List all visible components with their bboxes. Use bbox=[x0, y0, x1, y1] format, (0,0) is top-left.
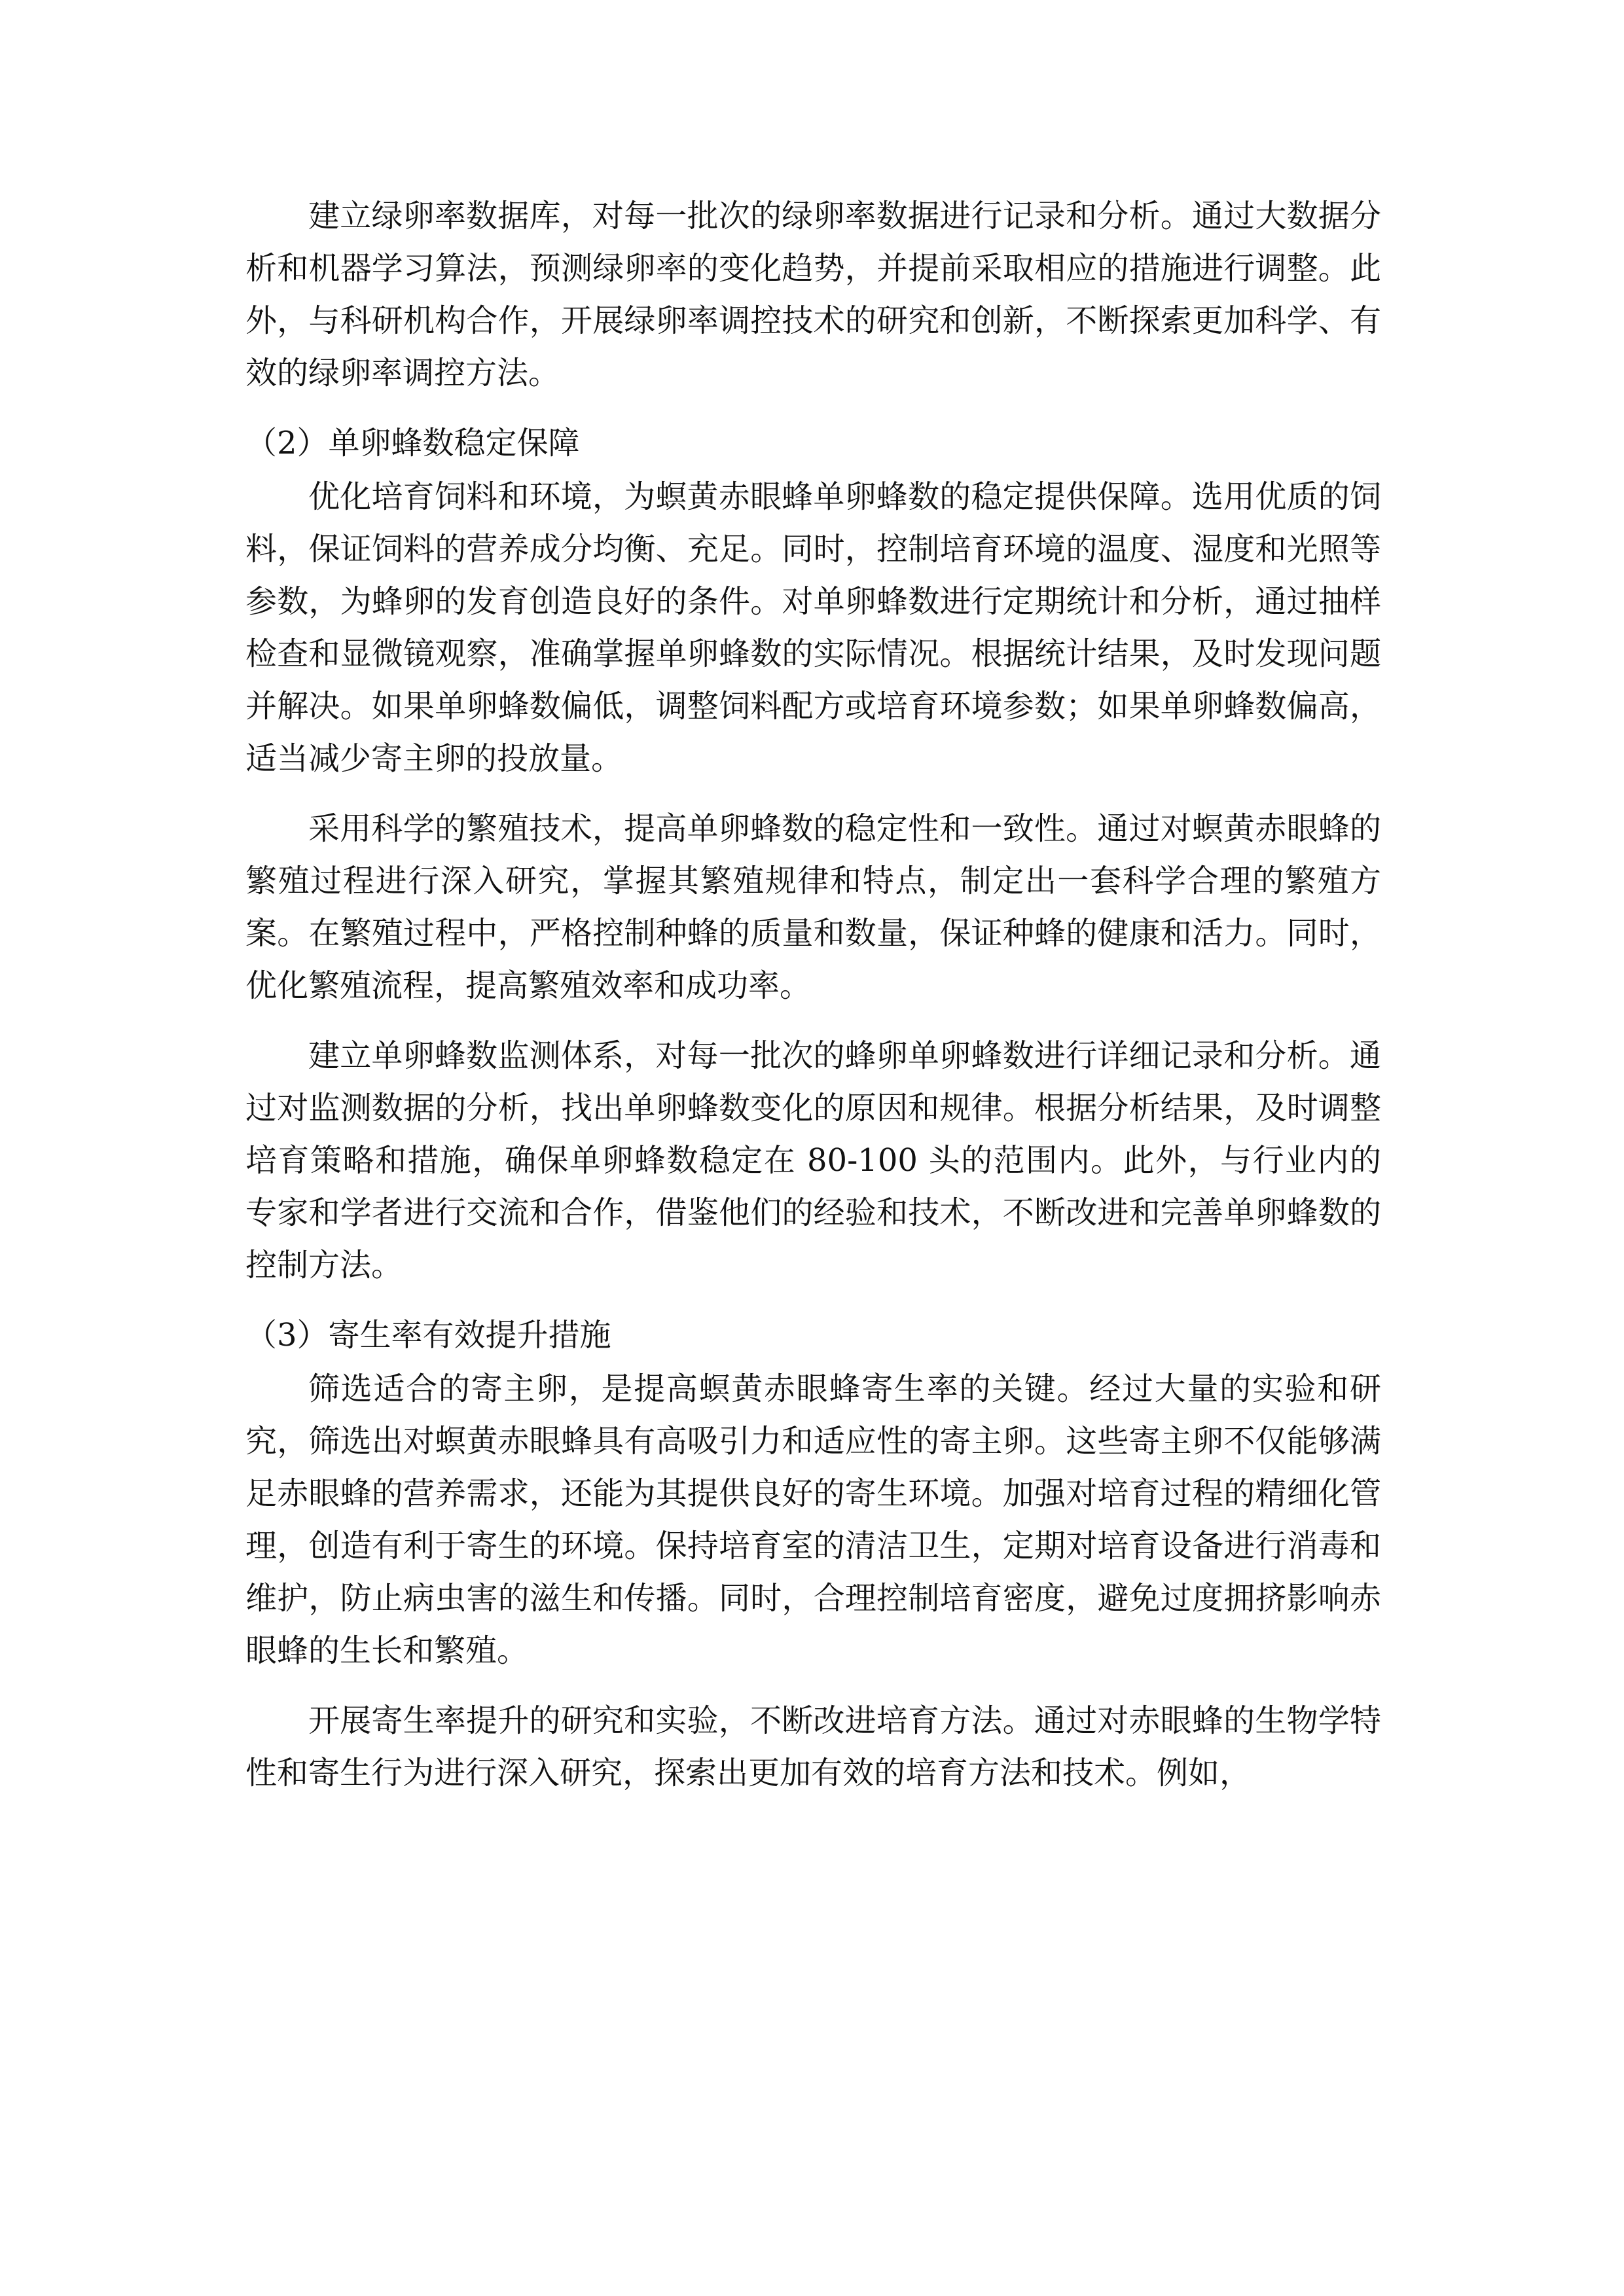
paragraph-breeding-technique: 采用科学的繁殖技术，提高单卵蜂数的稳定性和一致性。通过对螟黄赤眼蜂的繁殖过程进行深入研究，掌握其繁殖规律和特点，制定出一套科学合理的繁殖方案。在繁殖过程中，严格控制种蜂的质量和数量，保证种蜂的健康和活力。同时，优化繁殖流程，提高繁殖效率和成功率。 bbox=[245, 810, 1381, 1004]
paragraph-green-egg-database: 建立绿卵率数据库，对每一批次的绿卵率数据进行记录和分析。通过大数据分析和机器学习算法，预测绿卵率的变化趋势，并提前采取相应的措施进行调整。此外，与科研机构合作，开展绿卵率调控技术的研究和创新，不断探索更加科学、有效的绿卵率调控方法。 bbox=[245, 198, 1381, 391]
paragraph-feed-environment: 优化培育饲料和环境，为螟黄赤眼蜂单卵蜂数的稳定提供保障。选用优质的饲料，保证饲料的营养成分均衡、充足。同时，控制培育环境的温度、湿度和光照等参数，为蜂卵的发育创造良好的条件。对单卵蜂数进行定期统计和分析，通过抽样检查和显微镜观察，准确掌握单卵蜂数的实际情况。根据统计结果，及时发现问题并解决。如果单卵蜂数偏低，调整饲料配方或培育环境参数；如果单卵蜂数偏高，适当减少寄主卵的投放量。 bbox=[245, 478, 1381, 777]
paragraph-parasitism-research: 开展寄生率提升的研究和实验，不断改进培育方法。通过对赤眼蜂的生物学特性和寄生行为进行深入研究，探索出更加有效的培育方法和技术。例如， bbox=[245, 1702, 1381, 1791]
document-body bbox=[245, 190, 1381, 1817]
section-heading-3: （3）寄生率有效提升措施 bbox=[245, 1317, 611, 1354]
paragraph-host-egg-selection: 筛选适合的寄主卵，是提高螟黄赤眼蜂寄生率的关键。经过大量的实验和研究，筛选出对螟黄赤眼蜂具有高吸引力和适应性的寄主卵。这些寄主卵不仅能够满足赤眼蜂的营养需求，还能为其提供良好的寄生环境。加强对培育过程的精细化管理，创造有利于寄生的环境。保持培育室的清洁卫生，定期对培育设备进行消毒和维护，防止病虫害的滋生和传播。同时，合理控制培育密度，避免过度拥挤影响赤眼蜂的生长和繁殖。 bbox=[245, 1371, 1381, 1669]
paragraph-monitoring-system: 建立单卵蜂数监测体系，对每一批次的蜂卵单卵蜂数进行详细记录和分析。通过对监测数据的分析，找出单卵蜂数变化的原因和规律。根据分析结果，及时调整培育策略和措施，确保单卵蜂数稳定在 80-100 头的范围内。此外，与行业内的专家和学者进行交流和合作，借鉴他们的经验和技术，不断改进和完善单卵蜂数的控制方法。 bbox=[245, 1037, 1381, 1283]
section-heading-2: （2）单卵蜂数稳定保障 bbox=[245, 425, 580, 461]
